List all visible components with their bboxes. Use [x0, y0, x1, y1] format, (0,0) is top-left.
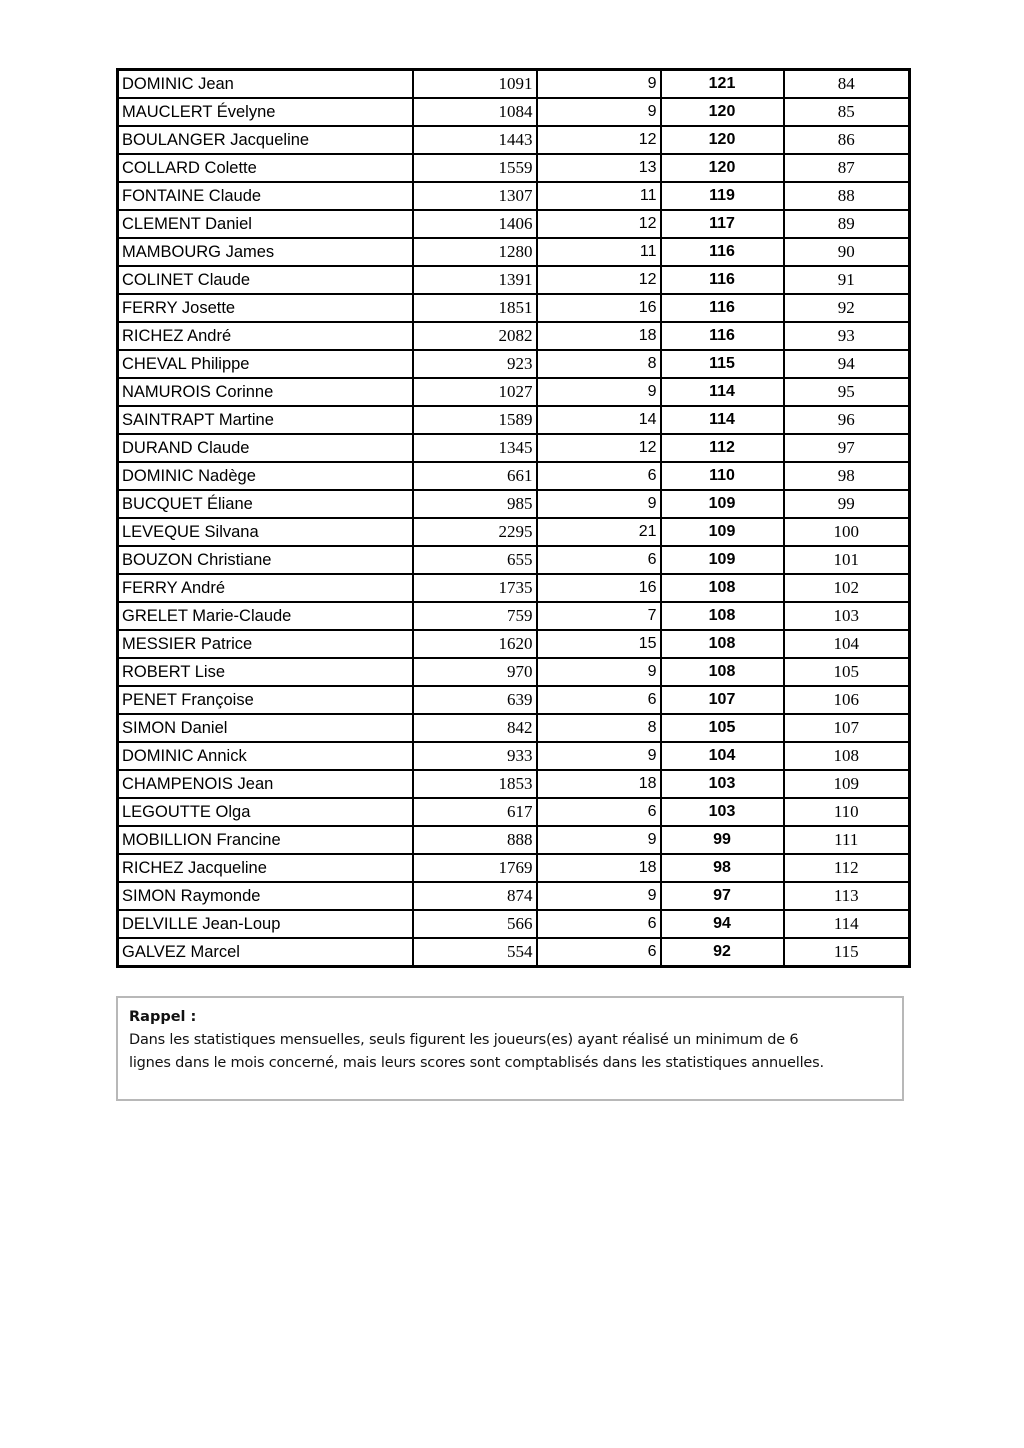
rank-cell: 100 — [784, 518, 910, 546]
table-row — [118, 882, 910, 910]
table-row — [118, 462, 910, 490]
lines-count-cell: 6 — [537, 798, 661, 826]
player-name-cell: FERRY André — [118, 574, 413, 602]
table-row — [118, 210, 910, 238]
player-name-cell: BOUZON Christiane — [118, 546, 413, 574]
player-name-cell: BOULANGER Jacqueline — [118, 126, 413, 154]
lines-count-cell: 9 — [537, 98, 661, 126]
rank-cell: 89 — [784, 210, 910, 238]
lines-count-cell: 6 — [537, 462, 661, 490]
average-cell: 108 — [661, 602, 784, 630]
table-row — [118, 658, 910, 686]
player-name-cell: CHEVAL Philippe — [118, 350, 413, 378]
average-cell: 109 — [661, 546, 784, 574]
table-row — [118, 182, 910, 210]
total-pins-cell: 1345 — [413, 434, 537, 462]
lines-count-cell: 11 — [537, 238, 661, 266]
table-row — [118, 266, 910, 294]
total-pins-cell: 759 — [413, 602, 537, 630]
table-row — [118, 686, 910, 714]
table-row — [118, 70, 910, 99]
lines-count-cell: 6 — [537, 546, 661, 574]
average-cell: 120 — [661, 154, 784, 182]
table-row — [118, 406, 910, 434]
player-name-cell: LEVEQUE Silvana — [118, 518, 413, 546]
lines-count-cell: 18 — [537, 322, 661, 350]
table-row — [118, 238, 910, 266]
rank-cell: 106 — [784, 686, 910, 714]
table-row — [118, 854, 910, 882]
average-cell: 119 — [661, 182, 784, 210]
total-pins-cell: 655 — [413, 546, 537, 574]
lines-count-cell: 16 — [537, 574, 661, 602]
lines-count-cell: 6 — [537, 938, 661, 967]
table-row — [118, 322, 910, 350]
rank-cell: 92 — [784, 294, 910, 322]
total-pins-cell: 923 — [413, 350, 537, 378]
lines-count-cell: 13 — [537, 154, 661, 182]
total-pins-cell: 985 — [413, 490, 537, 518]
total-pins-cell: 661 — [413, 462, 537, 490]
player-name-cell: RICHEZ Jacqueline — [118, 854, 413, 882]
rank-cell: 114 — [784, 910, 910, 938]
table-row — [118, 742, 910, 770]
average-cell: 105 — [661, 714, 784, 742]
rank-cell: 88 — [784, 182, 910, 210]
player-name-cell: SIMON Raymonde — [118, 882, 413, 910]
lines-count-cell: 9 — [537, 490, 661, 518]
average-cell: 120 — [661, 126, 784, 154]
average-cell: 117 — [661, 210, 784, 238]
average-cell: 116 — [661, 266, 784, 294]
rank-cell: 95 — [784, 378, 910, 406]
lines-count-cell: 9 — [537, 742, 661, 770]
table-row — [118, 630, 910, 658]
player-name-cell: FERRY Josette — [118, 294, 413, 322]
lines-count-cell: 9 — [537, 882, 661, 910]
average-cell: 103 — [661, 770, 784, 798]
lines-count-cell: 9 — [537, 70, 661, 99]
player-name-cell: CHAMPENOIS Jean — [118, 770, 413, 798]
total-pins-cell: 1589 — [413, 406, 537, 434]
rank-cell: 96 — [784, 406, 910, 434]
player-name-cell: BUCQUET Éliane — [118, 490, 413, 518]
lines-count-cell: 8 — [537, 714, 661, 742]
lines-count-cell: 12 — [537, 266, 661, 294]
rank-cell: 87 — [784, 154, 910, 182]
table-row — [118, 126, 910, 154]
player-name-cell: DURAND Claude — [118, 434, 413, 462]
total-pins-cell: 2082 — [413, 322, 537, 350]
average-cell: 120 — [661, 98, 784, 126]
total-pins-cell: 1406 — [413, 210, 537, 238]
table-row — [118, 546, 910, 574]
lines-count-cell: 9 — [537, 658, 661, 686]
rank-cell: 90 — [784, 238, 910, 266]
table-row — [118, 378, 910, 406]
rank-cell: 86 — [784, 126, 910, 154]
ranking-table — [116, 68, 911, 968]
lines-count-cell: 9 — [537, 826, 661, 854]
rank-cell: 103 — [784, 602, 910, 630]
rank-cell: 104 — [784, 630, 910, 658]
lines-count-cell: 15 — [537, 630, 661, 658]
lines-count-cell: 12 — [537, 434, 661, 462]
player-name-cell: RICHEZ André — [118, 322, 413, 350]
player-name-cell: SIMON Daniel — [118, 714, 413, 742]
rank-cell: 115 — [784, 938, 910, 967]
rank-cell: 105 — [784, 658, 910, 686]
total-pins-cell: 1391 — [413, 266, 537, 294]
rank-cell: 108 — [784, 742, 910, 770]
ranking-table-body — [118, 70, 910, 967]
lines-count-cell: 16 — [537, 294, 661, 322]
rank-cell: 113 — [784, 882, 910, 910]
rank-cell: 98 — [784, 462, 910, 490]
player-name-cell: LEGOUTTE Olga — [118, 798, 413, 826]
lines-count-cell: 18 — [537, 854, 661, 882]
total-pins-cell: 970 — [413, 658, 537, 686]
player-name-cell: COLINET Claude — [118, 266, 413, 294]
rank-cell: 93 — [784, 322, 910, 350]
rank-cell: 84 — [784, 70, 910, 99]
average-cell: 115 — [661, 350, 784, 378]
reminder-line-1: Dans les statistiques mensuelles, seuls figurent les joueurs(es) ayant réalisé un minimum de 6 — [129, 1032, 799, 1048]
player-name-cell: DOMINIC Annick — [118, 742, 413, 770]
average-cell: 110 — [661, 462, 784, 490]
table-row — [118, 350, 910, 378]
average-cell: 121 — [661, 70, 784, 99]
player-name-cell: GALVEZ Marcel — [118, 938, 413, 967]
average-cell: 116 — [661, 238, 784, 266]
player-name-cell: MESSIER Patrice — [118, 630, 413, 658]
player-name-cell: MAUCLERT Évelyne — [118, 98, 413, 126]
rank-cell: 85 — [784, 98, 910, 126]
table-row — [118, 574, 910, 602]
lines-count-cell: 18 — [537, 770, 661, 798]
average-cell: 94 — [661, 910, 784, 938]
table-row — [118, 294, 910, 322]
total-pins-cell: 1084 — [413, 98, 537, 126]
lines-count-cell: 6 — [537, 686, 661, 714]
rank-cell: 107 — [784, 714, 910, 742]
rank-cell: 109 — [784, 770, 910, 798]
lines-count-cell: 6 — [537, 910, 661, 938]
player-name-cell: NAMUROIS Corinne — [118, 378, 413, 406]
lines-count-cell: 7 — [537, 602, 661, 630]
rank-cell: 112 — [784, 854, 910, 882]
lines-count-cell: 21 — [537, 518, 661, 546]
reminder-line-2: lignes dans le mois concerné, mais leurs scores sont comptablisés dans les statistiques annuelles. — [129, 1055, 824, 1071]
total-pins-cell: 1851 — [413, 294, 537, 322]
table-row — [118, 490, 910, 518]
lines-count-cell: 14 — [537, 406, 661, 434]
table-row — [118, 518, 910, 546]
player-name-cell: MOBILLION Francine — [118, 826, 413, 854]
lines-count-cell: 12 — [537, 126, 661, 154]
player-name-cell: MAMBOURG James — [118, 238, 413, 266]
average-cell: 104 — [661, 742, 784, 770]
total-pins-cell: 1280 — [413, 238, 537, 266]
reminder-title: Rappel : — [129, 1009, 197, 1025]
table-row — [118, 826, 910, 854]
player-name-cell: ROBERT Lise — [118, 658, 413, 686]
average-cell: 108 — [661, 630, 784, 658]
total-pins-cell: 1853 — [413, 770, 537, 798]
total-pins-cell: 874 — [413, 882, 537, 910]
average-cell: 103 — [661, 798, 784, 826]
total-pins-cell: 2295 — [413, 518, 537, 546]
rank-cell: 99 — [784, 490, 910, 518]
player-name-cell: CLEMENT Daniel — [118, 210, 413, 238]
total-pins-cell: 639 — [413, 686, 537, 714]
table-row — [118, 910, 910, 938]
table-row — [118, 938, 910, 967]
total-pins-cell: 1620 — [413, 630, 537, 658]
total-pins-cell: 617 — [413, 798, 537, 826]
table-row — [118, 602, 910, 630]
average-cell: 112 — [661, 434, 784, 462]
total-pins-cell: 566 — [413, 910, 537, 938]
average-cell: 114 — [661, 406, 784, 434]
reminder-box — [116, 996, 904, 1101]
average-cell: 109 — [661, 490, 784, 518]
table-row — [118, 714, 910, 742]
lines-count-cell: 11 — [537, 182, 661, 210]
average-cell: 97 — [661, 882, 784, 910]
total-pins-cell: 1091 — [413, 70, 537, 99]
table-row — [118, 798, 910, 826]
player-name-cell: PENET Françoise — [118, 686, 413, 714]
average-cell: 108 — [661, 658, 784, 686]
table-row — [118, 154, 910, 182]
average-cell: 116 — [661, 294, 784, 322]
total-pins-cell: 1735 — [413, 574, 537, 602]
total-pins-cell: 1443 — [413, 126, 537, 154]
rank-cell: 91 — [784, 266, 910, 294]
average-cell: 108 — [661, 574, 784, 602]
rank-cell: 110 — [784, 798, 910, 826]
average-cell: 92 — [661, 938, 784, 967]
player-name-cell: FONTAINE Claude — [118, 182, 413, 210]
average-cell: 99 — [661, 826, 784, 854]
total-pins-cell: 888 — [413, 826, 537, 854]
average-cell: 114 — [661, 378, 784, 406]
table-row — [118, 770, 910, 798]
player-name-cell: DOMINIC Nadège — [118, 462, 413, 490]
total-pins-cell: 1559 — [413, 154, 537, 182]
table-row — [118, 434, 910, 462]
rank-cell: 102 — [784, 574, 910, 602]
total-pins-cell: 842 — [413, 714, 537, 742]
rank-cell: 97 — [784, 434, 910, 462]
rank-cell: 101 — [784, 546, 910, 574]
total-pins-cell: 1307 — [413, 182, 537, 210]
total-pins-cell: 554 — [413, 938, 537, 967]
lines-count-cell: 12 — [537, 210, 661, 238]
rank-cell: 111 — [784, 826, 910, 854]
total-pins-cell: 1027 — [413, 378, 537, 406]
lines-count-cell: 8 — [537, 350, 661, 378]
player-name-cell: COLLARD Colette — [118, 154, 413, 182]
lines-count-cell: 9 — [537, 378, 661, 406]
average-cell: 109 — [661, 518, 784, 546]
total-pins-cell: 933 — [413, 742, 537, 770]
average-cell: 107 — [661, 686, 784, 714]
average-cell: 98 — [661, 854, 784, 882]
rank-cell: 94 — [784, 350, 910, 378]
player-name-cell: GRELET Marie-Claude — [118, 602, 413, 630]
average-cell: 116 — [661, 322, 784, 350]
total-pins-cell: 1769 — [413, 854, 537, 882]
table-row — [118, 98, 910, 126]
player-name-cell: SAINTRAPT Martine — [118, 406, 413, 434]
player-name-cell: DELVILLE Jean-Loup — [118, 910, 413, 938]
player-name-cell: DOMINIC Jean — [118, 70, 413, 99]
